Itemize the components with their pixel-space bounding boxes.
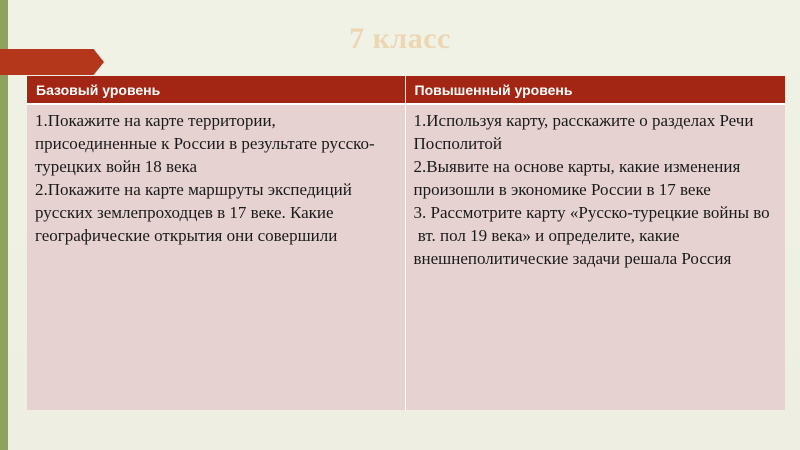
table-header-row (27, 76, 785, 104)
advanced-task-1: 1.Используя карту, расскажите о разделах Речи Посполитой (413, 111, 758, 153)
title-ribbon-arrow (0, 49, 104, 75)
levels-table (27, 76, 785, 410)
advanced-task-3: 3. Рассмотрите карту «Русско-турецкие войны во (413, 203, 770, 222)
header-advanced-level: Повышенный уровень (405, 76, 785, 104)
basic-task-1: 1.Покажите на карте территории, присоединенные к России в результате русско-турецких войн 18 века (35, 111, 375, 176)
advanced-level-cell (405, 104, 785, 410)
levels-table-container (27, 76, 785, 410)
table-row (27, 104, 785, 410)
slide-title: 7 класс (349, 22, 451, 55)
basic-task-2: 2.Покажите на карте маршруты экспедиций русских землепроходцев в 17 веке. Какие географические открытия они совершили (35, 180, 357, 245)
advanced-task-2: 2.Выявите на основе карты, какие изменения произошли в экономике России в 17 веке (413, 157, 745, 199)
basic-level-cell (27, 104, 405, 410)
header-basic-level: Базовый уровень (27, 76, 405, 104)
advanced-task-3-continued: вт. пол 19 века» и определите, какие внешнеполитические задачи решала Россия (413, 226, 732, 268)
